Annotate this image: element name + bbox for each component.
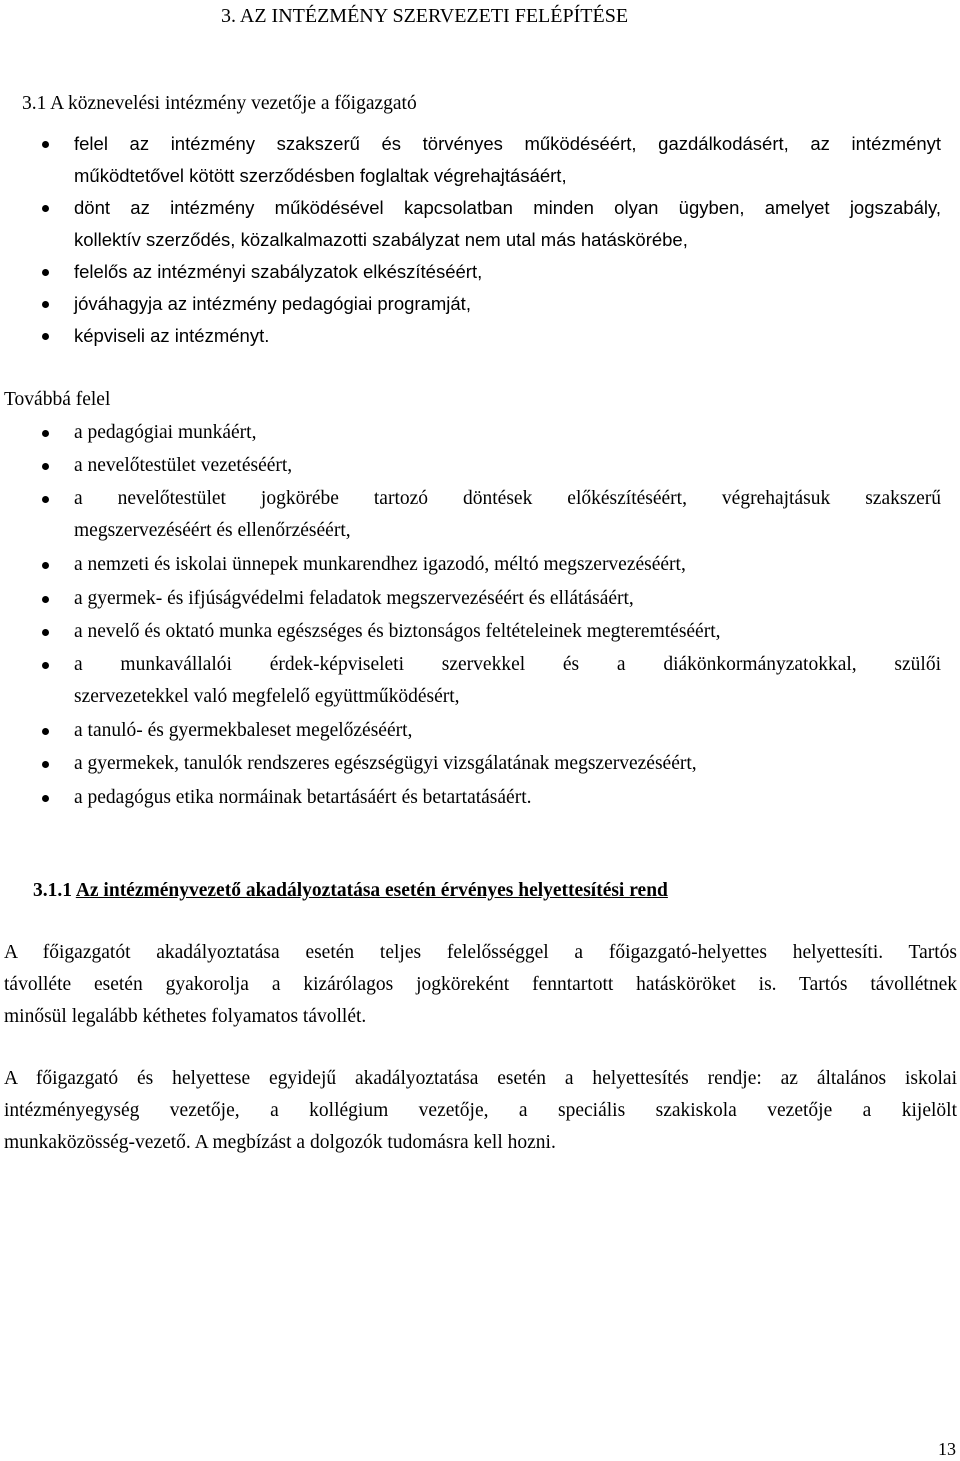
list-item-continuation: kollektív szerződés, közalkalmazotti szabályzat nem utal más hatáskörébe, <box>74 229 688 250</box>
subsection-heading <box>33 879 668 903</box>
bullet-icon <box>42 141 49 148</box>
list-item: jóváhagyja az intézmény pedagógiai programját, <box>74 293 471 314</box>
list-item: dönt az intézmény működésével kapcsolatban minden olyan ügyben, amelyet jogszabály, <box>74 197 941 218</box>
bullet-icon <box>42 430 49 437</box>
list-item: a gyermekek, tanulók rendszeres egészségügyi vizsgálatának megszervezéséért, <box>74 753 697 774</box>
chapter-heading: 3. AZ INTÉZMÉNY SZERVEZETI FELÉPÍTÉSE <box>221 5 629 27</box>
list-item: képviseli az intézményt. <box>74 325 270 346</box>
list-item: a tanuló- és gyermekbaleset megelőzéséért, <box>74 720 413 741</box>
paragraph-line: minősül legalább kéthetes folyamatos távollét. <box>4 1006 367 1027</box>
subsection-title: Az intézményvezető akadályoztatása esetén érvényes helyettesítési rend <box>75 880 668 901</box>
paragraph-line: intézményegység vezetője, a kollégium vezetője, a speciális szakiskola vezetője a kijelölt <box>4 1100 957 1121</box>
bullet-icon <box>42 795 49 802</box>
list-item: a gyermek- és ifjúságvédelmi feladatok megszervezéséért és ellátásáért, <box>74 588 634 609</box>
list-item: a nevelőtestület vezetéséért, <box>74 455 293 476</box>
bullet-icon <box>42 269 49 276</box>
bullet-icon <box>42 562 49 569</box>
bullet-icon <box>42 333 49 340</box>
bullet-icon <box>42 496 49 503</box>
bullet-icon <box>42 761 49 768</box>
further-label: Továbbá felel <box>4 389 111 410</box>
list-item: a nevelőtestület jogkörébe tartozó döntések előkészítéséért, végrehajtásuk szakszerű <box>74 488 941 509</box>
paragraph-line: A főigazgató és helyettese egyidejű akadályoztatása esetén a helyettesítés rendje: az általános iskolai <box>4 1068 957 1089</box>
bullet-icon <box>42 596 49 603</box>
list-item: a nemzeti és iskolai ünnepek munkarendhez igazodó, méltó megszervezéséért, <box>74 554 686 575</box>
paragraph-line: távolléte esetén gyakorolja a kizárólagos jogköreként fenntartott hatásköröket is. Tartós távollétnek <box>4 974 957 995</box>
subsection-number: 3.1.1 <box>33 880 72 901</box>
bullet-icon <box>42 301 49 308</box>
list-item: felel az intézmény szakszerű és törvényes működéséért, gazdálkodásért, az intézményt <box>74 133 941 154</box>
list-item: a pedagógiai munkáért, <box>74 422 257 443</box>
list-item: a nevelő és oktató munka egészséges és biztonságos feltételeinek megteremtéséért, <box>74 621 721 642</box>
section-heading: 3.1 A köznevelési intézmény vezetője a főigazgató <box>22 93 417 114</box>
list-item: a pedagógus etika normáinak betartásáért és betartatásáért. <box>74 787 532 808</box>
bullet-icon <box>42 205 49 212</box>
bullet-icon <box>42 662 49 669</box>
paragraph-line: munkaközösség-vezető. A megbízást a dolgozók tudomásra kell hozni. <box>4 1132 556 1153</box>
bullet-icon <box>42 629 49 636</box>
list-item: felelős az intézményi szabályzatok elkészítéséért, <box>74 261 483 282</box>
paragraph-line: A főigazgatót akadályoztatása esetén teljes felelősséggel a főigazgató-helyettes helyettesíti. Tartós <box>4 942 957 963</box>
list-item-continuation: megszervezéséért és ellenőrzéséért, <box>74 520 351 541</box>
list-item-continuation: szervezetekkel való megfelelő együttműködésért, <box>74 686 460 707</box>
bullet-icon <box>42 463 49 470</box>
list-item-continuation: működtetővel kötött szerződésben foglaltak végrehajtásáért, <box>74 165 567 186</box>
bullet-icon <box>42 728 49 735</box>
page-number: 13 <box>938 1439 956 1459</box>
list-item: a munkavállalói érdek-képviseleti szervekkel és a diákönkormányzatokkal, szülői <box>74 654 941 675</box>
